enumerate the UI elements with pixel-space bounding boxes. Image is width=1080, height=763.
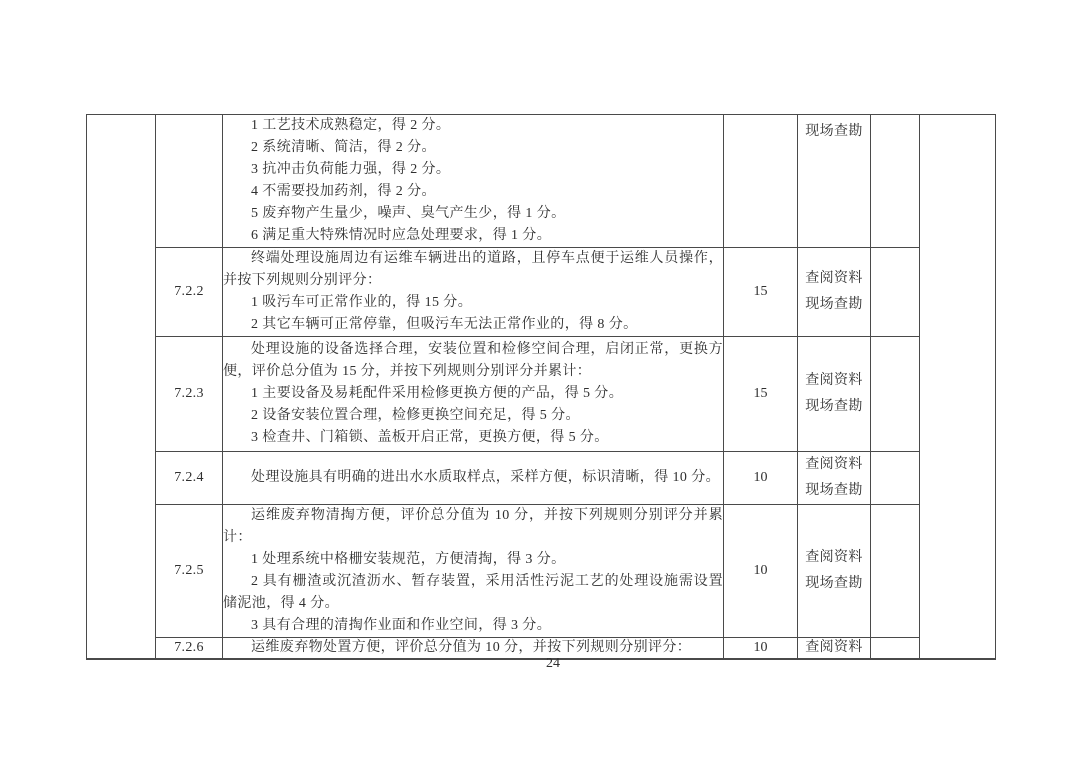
method-line: 现场查勘 — [805, 399, 863, 414]
method-cell — [798, 337, 871, 452]
method-line: 查阅资料 — [805, 271, 863, 286]
table-row-7.2.6 — [87, 638, 996, 659]
content-paragraph: 处理设施具有明确的进出水水质取样点，采样方便，标识清晰，得 10 分。 — [251, 470, 720, 485]
blank-cell — [871, 505, 920, 638]
right-spacer-cell — [920, 115, 996, 659]
score-cell: 15 — [724, 337, 798, 452]
content-paragraph: 处理设施的设备选择合理，安装位置和检修空间合理，启闭正常，更换方便，评价总分值为 15 分，并按下列规则分别评分并累计： — [223, 342, 723, 379]
clause-id-cell: 7.2.4 — [156, 452, 223, 505]
content-paragraph: 1 处理系统中格栅安装规范，方便清掏，得 3 分。 — [251, 552, 566, 567]
table-row-7.2.5 — [87, 505, 996, 638]
clause-id-cell — [156, 115, 223, 248]
content-paragraph: 6 满足重大特殊情况时应急处理要求，得 1 分。 — [251, 228, 552, 243]
score-cell — [724, 115, 798, 248]
content-cell — [223, 337, 724, 452]
score-cell: 10 — [724, 638, 798, 659]
content-cell — [223, 452, 724, 505]
content-paragraph: 3 抗冲击负荷能力强，得 2 分。 — [251, 162, 451, 177]
score-cell: 10 — [724, 505, 798, 638]
content-paragraph: 3 检查井、门箱锁、盖板开启正常，更换方便，得 5 分。 — [251, 430, 609, 445]
blank-cell — [871, 115, 920, 248]
content-paragraph: 4 不需要投加药剂，得 2 分。 — [251, 184, 436, 199]
score-cell: 10 — [724, 452, 798, 505]
method-line: 查阅资料 — [805, 373, 863, 388]
content-paragraph: 5 废弃物产生量少，噪声、臭气产生少，得 1 分。 — [251, 206, 566, 221]
method-cell — [798, 452, 871, 505]
method-line: 查阅资料 — [805, 457, 863, 472]
table-row-7.2.4 — [87, 452, 996, 505]
blank-cell — [871, 452, 920, 505]
table-row-continuation — [87, 115, 996, 248]
blank-cell — [871, 337, 920, 452]
content-paragraph: 1 工艺技术成熟稳定，得 2 分。 — [251, 118, 451, 133]
content-cell — [223, 638, 724, 659]
method-cell — [798, 248, 871, 337]
left-spacer-cell — [87, 115, 156, 659]
content-paragraph: 2 具有栅渣或沉渣沥水、暂存装置，采用活性污泥工艺的处理设施需设置储泥池，得 4 分。 — [223, 574, 723, 611]
content-paragraph: 1 主要设备及易耗配件采用检修更换方便的产品，得 5 分。 — [251, 386, 624, 401]
content-cell — [223, 505, 724, 638]
method-cell — [798, 115, 871, 248]
content-paragraph: 2 系统清晰、简洁，得 2 分。 — [251, 140, 436, 155]
table-row-7.2.3 — [87, 337, 996, 452]
clause-id-cell: 7.2.5 — [156, 505, 223, 638]
content-paragraph: 1 吸污车可正常作业的，得 15 分。 — [251, 295, 473, 310]
method-line: 查阅资料 — [805, 640, 863, 656]
table-row-7.2.2 — [87, 248, 996, 337]
page-number: 24 — [546, 656, 560, 671]
clause-id-cell: 7.2.3 — [156, 337, 223, 452]
content-paragraph: 运维废弃物处置方便，评价总分值为 10 分，并按下列规则分别评分： — [251, 640, 692, 656]
clause-id-cell: 7.2.2 — [156, 248, 223, 337]
content-paragraph: 2 设备安装位置合理，检修更换空间充足，得 5 分。 — [251, 408, 580, 423]
blank-cell — [871, 248, 920, 337]
method-line: 现场查勘 — [805, 576, 863, 591]
method-cell — [798, 505, 871, 638]
content-paragraph: 2 其它车辆可正常停靠，但吸污车无法正常作业的，得 8 分。 — [251, 317, 638, 332]
clause-id-cell: 7.2.6 — [156, 638, 223, 659]
blank-cell — [871, 638, 920, 659]
score-cell: 15 — [724, 248, 798, 337]
content-cell — [223, 115, 724, 248]
content-cell — [223, 248, 724, 337]
evaluation-table — [86, 114, 996, 660]
content-paragraph: 3 具有合理的清掏作业面和作业空间，得 3 分。 — [251, 618, 552, 633]
method-line: 现场查勘 — [805, 297, 863, 312]
method-line: 现场查勘 — [805, 124, 863, 139]
method-cell — [798, 638, 871, 659]
content-paragraph: 终端处理设施周边有运维车辆进出的道路，且停车点便于运维人员操作，并按下列规则分别评分： — [223, 251, 723, 288]
method-line: 查阅资料 — [805, 550, 863, 565]
method-line: 现场查勘 — [805, 483, 863, 498]
evaluation-table-body — [87, 115, 996, 659]
content-paragraph: 运维废弃物清掏方便，评价总分值为 10 分，并按下列规则分别评分并累计： — [223, 508, 723, 545]
